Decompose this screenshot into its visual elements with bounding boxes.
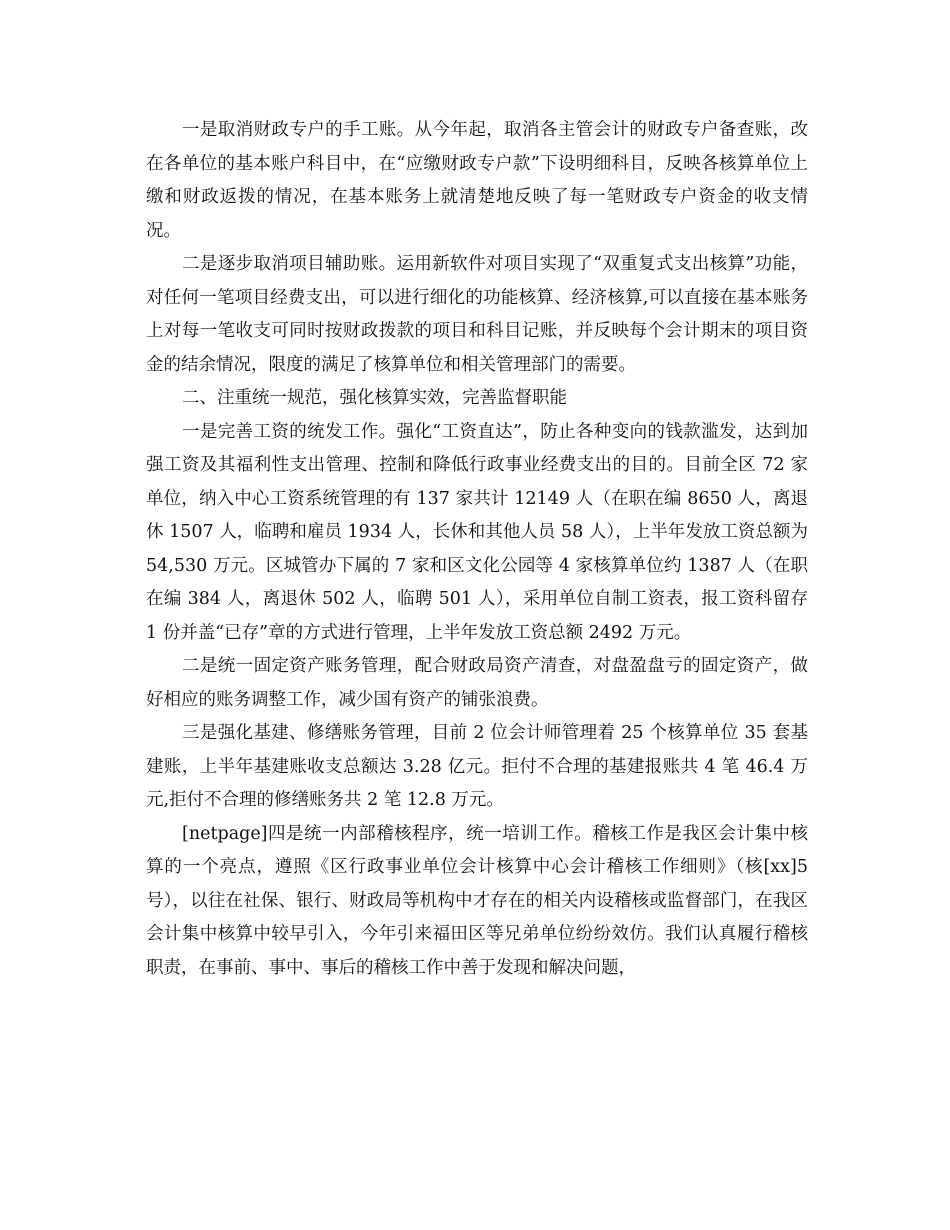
paragraph-cancel-manual-ledger: 一是取消财政专户的手工账。从今年起，取消各主管会计的财政专户备查账，改在各单位的基本账户科目中，在“应缴财政专户款”下设明细科目，反映各核算单位上缴和财政返拨的情况，在基本账务上就清楚地反映了每一笔财政专户资金的收支情况。 [146,120,808,241]
section-heading: 二、注重统一规范，强化核算实效，完善监督职能 [182,388,567,408]
paragraph-capital-construction: 三是强化基建、修缮账务管理，目前 2 位会计师管理着 25 个核算单位 35 套基建账，上半年基建账收支总额达 3.28 亿元。拒付不合理的基建报账共 4 笔 46.4 万元,拒付不合理的修缮账务共 2 笔 12.8 万元。 [146,723,808,810]
paragraph-cancel-project-ledger: 二是逐步取消项目辅助账。运用新软件对项目实现了“双重复式支出核算”功能，对任何一笔项目经费支出，可以进行细化的功能核算、经济核算,可以直接在基本账务上对每一笔收支可同时按财政拨款的项目和科目记账，并反映每个会计期末的项目资金的结余情况，限度的满足了核算单位和相关管理部门的需要。 [146,254,808,375]
document-body [146,114,808,985]
paragraph-internal-audit: [netpage]四是统一内部稽核程序，统一培训工作。稽核工作是我区会计集中核算的一个亮点，遵照《区行政事业单位会计核算中心会计稽核工作细则》（核[xx]5 号），以往在社保、银行、财政局等机构中才存在的相关内设稽核或监督部门，在我区会计集中核算中较早引入，今年引来福田区等兄弟单位纷纷效仿。我们认真履行稽核职责，在事前、事中、事后的稽核工作中善于发现和解决问题， [146,823,808,978]
paragraph-fixed-assets: 二是统一固定资产账务管理，配合财政局资产清查，对盘盈盘亏的固定资产，做好相应的账务调整工作，减少国有资产的铺张浪费。 [146,656,808,710]
paragraph-payroll: 一是完善工资的统发工作。强化“工资直达”，防止各种变向的钱款滥发，达到加强工资及其福利性支出管理、控制和降低行政事业经费支出的目的。目前全区 72 家单位，纳入中心工资系统管理的有 137 家共计 12149 人（在职在编 8650 人，离退休 1507 人，临聘和雇员 1934 人，长休和其他人员 58 人），上半年发放工资总额为 54,530 万元。区城管办下属的 7 家和区文化公园等 4 家核算单位约 1387 人（在职在编 384 人，离退休 502 人，临聘 501 人），采用单位自制工资表，报工资科留存 1 份并盖“已存”章的方式进行管理，上半年发放工资总额 2492 万元。 [146,421,808,643]
